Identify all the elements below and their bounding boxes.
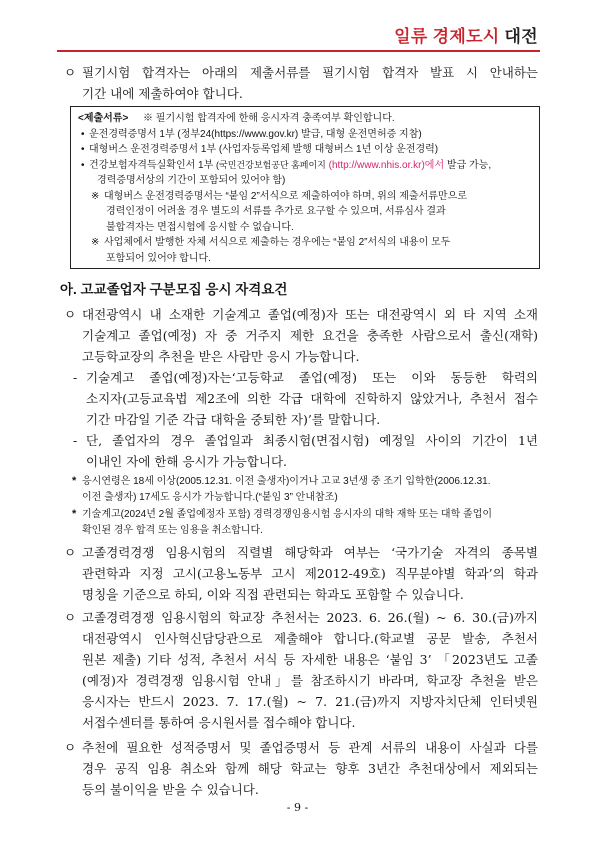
text-line: 소지자(고등교육법 제2조에 의한 각급 대학에 진학하지 않았거나, 추천서 접수 xyxy=(86,391,538,406)
dash-item-text xyxy=(86,430,538,472)
text-line: 서접수센터를 통하여 응시원서를 접수해야 합니다. xyxy=(82,715,356,730)
paragraph-text xyxy=(82,607,538,733)
text-line: 확인된 경우 합격 또는 임용을 취소합니다. xyxy=(82,524,263,536)
reference-mark: ※ xyxy=(91,190,100,202)
box-note-line: 대형버스 운전경력증명서는 “붙임 2”서식으로 제출하여야 하며, 위의 제출서류만으로 xyxy=(104,190,467,202)
section-heading: 아. 고교졸업자 구분모집 응시 자격요건 xyxy=(60,282,288,297)
reference-mark: ※ xyxy=(91,237,100,248)
paragraph-text xyxy=(82,62,538,104)
text-line: 이내인 자에 한해 응시가 가능합니다. xyxy=(86,454,287,469)
bullet-dot: • xyxy=(81,159,85,171)
circle-bullet: ㅇ xyxy=(64,740,77,755)
text-line: 추천에 필요한 성적증명서 및 졸업증명서 등 관계 서류의 내용이 사실과 다를 xyxy=(82,740,538,755)
document-item-name: 건강보험자격득실확인서 1부 xyxy=(89,159,214,171)
asterisk-marker: * xyxy=(72,475,77,487)
text-line: 필기시험 합격자는 아래의 제출서류를 필기시험 합격자 발표 시 안내하는 xyxy=(82,65,538,80)
text-line: (예정)자 경력경쟁 임용시험 안내」를 참조하시기 바라며, 학교장 추천을 받은 xyxy=(82,673,538,688)
document-item-tail: 발급 가능, xyxy=(446,159,492,171)
text-line: 응시연령은 18세 이상(2005.12.31. 이전 출생자)이거나 고교 3년생 중 조기 입학한(2006.12.31. xyxy=(82,476,491,487)
text-line: 단, 졸업자의 경우 졸업일과 최종시험(면접시험) 예정일 사이의 기간이 1년 xyxy=(86,433,538,448)
required-documents-box xyxy=(70,106,540,269)
box-note-line: 경력인정이 어려울 경우 별도의 서류를 추가로 요구할 수 있으며, 서류심사 결과 xyxy=(106,206,446,217)
text-line: 경우 공직 임용 취소와 함께 해당 학교는 향후 3년간 추천대상에서 제외되는 xyxy=(82,761,538,776)
text-line: 등의 불이익을 받을 수 있습니다. xyxy=(82,782,259,797)
circle-bullet: ㅇ xyxy=(64,545,77,560)
document-item: 대형버스 운전경력증명서 1부 (사업자등록업체 발행 대형버스 1년 이상 운전경력) xyxy=(89,144,439,155)
document-item: 운전경력증명서 1부 (정부24(https://www.gov.kr) 발급, 대형 운전면허증 지참) xyxy=(89,128,422,140)
box-title: <제출서류> xyxy=(78,113,129,124)
dash-item-text xyxy=(86,367,538,430)
text-line: 고졸경력경쟁 임용시험의 직렬별 해당학과 여부는 ‘국가기술 자격의 종목별 xyxy=(82,545,538,560)
slogan-highlight: 일류 경제도시 xyxy=(394,27,500,46)
text-line: 대전광역시 인사혁신담당관으로 제출해야 합니다.(학교별 공문 발송, 추천서 xyxy=(82,631,538,646)
box-note-line: 사업체에서 발행한 자체 서식으로 제출하는 경우에는 “붙임 2”서식의 내용이 모두 xyxy=(104,237,451,248)
paragraph-text xyxy=(82,304,538,367)
page-number: - 9 - xyxy=(286,801,309,814)
dash-marker: - xyxy=(73,370,78,385)
text-line: 응시자는 반드시 2023. 7. 17.(월) ~ 7. 21.(금)까지 지방자치단체 인터넷원 xyxy=(82,694,538,709)
text-line: 기술계고 졸업(예정) 자 중 거주지 제한 요건을 충족한 사람으로서 출신(재학) xyxy=(82,328,538,343)
header-slogan xyxy=(394,26,538,48)
box-note-line: 불합격자는 면접시험에 응시할 수 없습니다. xyxy=(106,221,294,233)
paragraph-text xyxy=(82,542,538,605)
dash-marker: - xyxy=(73,433,78,448)
text-line: 관련학과 지정 고시(고용노동부 고시 제2012-49호) 직무분야별 학과’의 학과 xyxy=(82,566,538,581)
footnote-text xyxy=(82,507,538,538)
circle-bullet: ㅇ xyxy=(64,307,77,322)
text-line: 기간 마감일 기준 각급 대학을 중퇴한 자)’를 말합니다. xyxy=(86,412,381,427)
asterisk-marker: * xyxy=(72,508,77,520)
text-line: 기간 내에 제출하여야 합니다. xyxy=(82,86,243,101)
issuing-site: (국민건강보험공단 홈페이지 xyxy=(216,159,326,170)
circle-bullet: ㅇ xyxy=(64,610,77,625)
bullet-dot: • xyxy=(81,128,85,140)
paragraph-text xyxy=(82,737,538,800)
document-item-continuation: 경력증명서상의 기간이 포함되어 있어야 함) xyxy=(97,175,286,186)
header-rule xyxy=(57,50,540,52)
text-line: 대전광역시 내 소재한 기술계고 졸업(예정)자 또는 대전광역시 외 타 지역 소재 xyxy=(82,307,538,322)
site-url: (http://www.nhis.or.kr)에서 xyxy=(328,159,445,171)
document-item xyxy=(89,158,491,174)
text-line: 기술계고 졸업(예정)자는‘고등학교 졸업(예정) 또는 이와 동등한 학력의 xyxy=(86,370,538,385)
box-title-note: ※ 필기시험 합격자에 한해 응시자격 충족여부 확인합니다. xyxy=(143,113,395,124)
text-line: 고등학교장의 추천을 받은 사람만 응시 가능합니다. xyxy=(82,349,360,364)
text-line: 기술계고(2024년 2월 졸업예정자 포함) 경력경쟁임용시험 응시자의 대학 재학 또는 대학 졸업이 xyxy=(82,509,493,520)
slogan-city: 대전 xyxy=(504,27,538,46)
box-note-line: 포함되어 있어야 합니다. xyxy=(106,252,211,264)
text-line: 명칭을 기준으로 하되, 이와 직접 관련되는 학과도 포함할 수 있습니다. xyxy=(82,587,464,602)
text-line: 원본 제출) 기타 성적, 추천서 서식 등 자세한 내용은 ‘붙임 3’ 「2023년도 고졸 xyxy=(82,652,538,667)
text-line: 이전 출생자) 17세도 응시가 가능합니다.(“붙임 3” 안내참조) xyxy=(82,491,338,503)
circle-bullet: ㅇ xyxy=(64,65,77,80)
text-line: 고졸경력경쟁 임용시험의 학교장 추천서는 2023. 6. 26.(월) ~ 6. 30.(금)까지 xyxy=(82,610,538,625)
bullet-dot: • xyxy=(81,144,85,155)
footnote-text xyxy=(82,474,538,505)
